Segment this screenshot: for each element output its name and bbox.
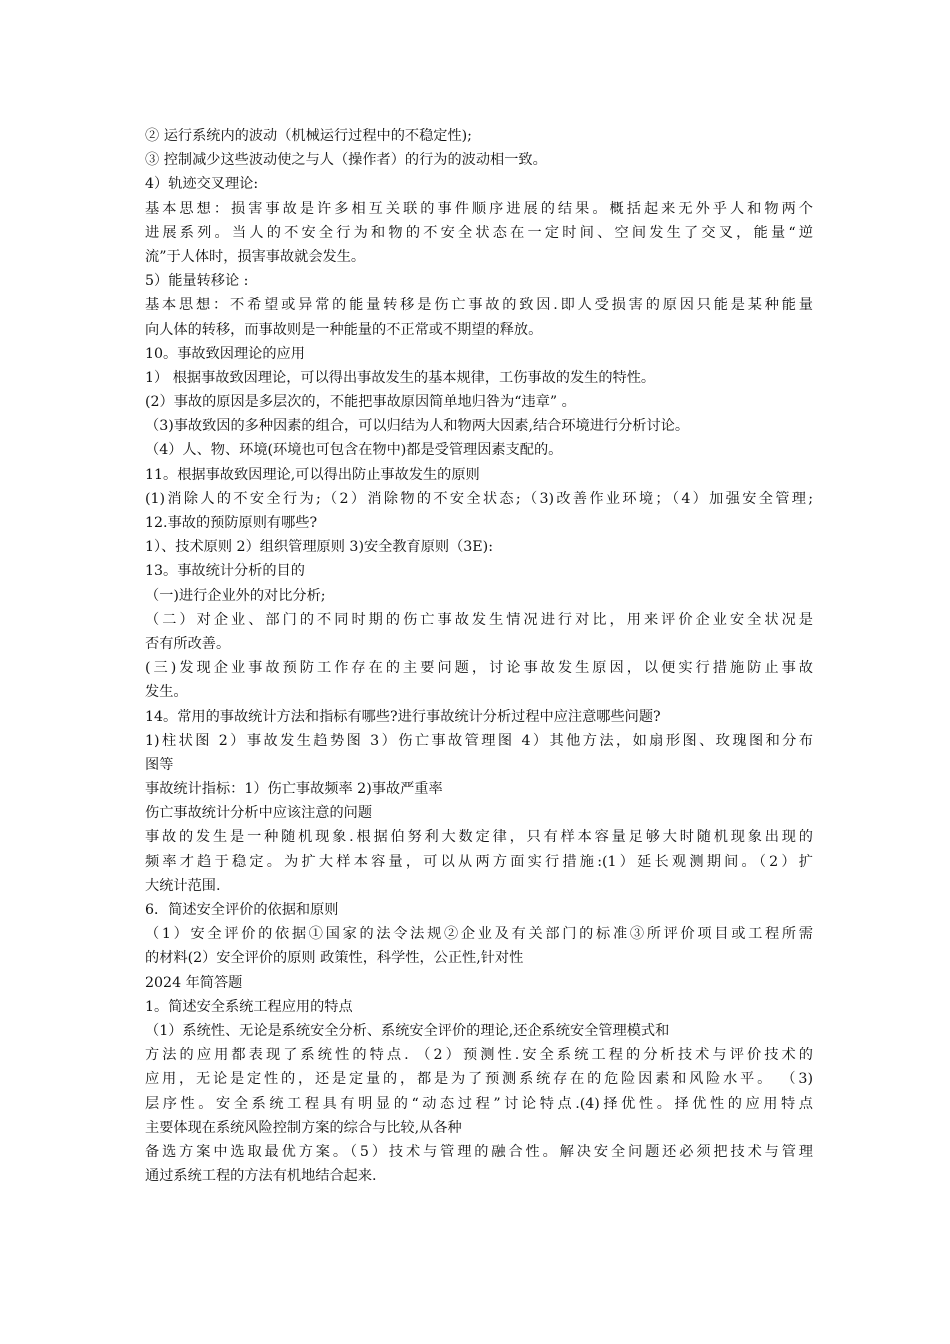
- text-line: 基本思想：不希望或异常的能量转移是伤亡事故的致因.即人受损害的原因只能是某种能量: [145, 297, 813, 314]
- text-line: 发生。: [145, 684, 188, 701]
- text-line: 1。简述安全系统工程应用的特点: [145, 998, 353, 1015]
- text-line: 向人体的转移，而事故则是一种能量的不正常或不期望的释放。: [145, 321, 543, 338]
- text-line: (1)消除人的不安全行为;（2）消除物的不安全状态;（3)改善作业环境；（4）加强安全管理;: [145, 490, 813, 507]
- text-line: 图等: [145, 756, 174, 773]
- text-line: 伤亡事故统计分析中应该注意的问题: [145, 805, 373, 822]
- text-line: 1)柱状图 2）事故发生趋势图 3）伤亡事故管理图 4）其他方法，如扇形图、玫瑰图和分布: [145, 732, 813, 749]
- text-line: 的材料(2）安全评价的原则 政策性，科学性，公正性,针对性: [145, 950, 524, 967]
- text-line: (三)发现企业事故预防工作存在的主要问题，讨论事故发生原因，以便实行措施防止事故: [145, 660, 813, 677]
- text-line: 进展系列。当人的不安全行为和物的不安全状态在一定时间、空间发生了交叉，能量“逆: [145, 224, 813, 241]
- text-line: 主要体现在系统风险控制方案的综合与比较,从各种: [145, 1119, 462, 1136]
- text-line: 频率才趋于稳定。为扩大样本容量，可以从两方面实行措施:(1）延长观测期间。（2）扩: [145, 853, 813, 870]
- text-line: ③ 控制减少这些波动使之与人（操作者）的行为的波动相一致。: [145, 152, 547, 169]
- text-line: 6．简述安全评价的依据和原则: [145, 902, 339, 918]
- text-line: 11。根据事故致因理论,可以得出防止事故发生的原则: [145, 466, 480, 483]
- text-line: 基本思想：损害事故是许多相互关联的事件顺序进展的结果。概括起来无外乎人和物两个: [145, 200, 813, 217]
- text-line: 层序性。安全系统工程具有明显的“动态过程”讨论特点.(4)择优性。择优性的应用特点: [145, 1095, 813, 1112]
- text-line: 14。常用的事故统计方法和指标有哪些?进行事故统计分析过程中应注意哪些问题?: [145, 708, 661, 725]
- text-line: 10。事故致因理论的应用: [145, 345, 305, 362]
- text-line: ② 运行系统内的波动（机械运行过程中的不稳定性);: [145, 128, 472, 144]
- text-line: （一)进行企业外的对比分析;: [145, 587, 326, 604]
- text-line: 事故统计指标：1）伤亡事故频率 2)事故严重率: [145, 781, 443, 798]
- text-line: 5）能量转移论 :: [145, 273, 249, 290]
- text-line: 否有所改善。: [145, 635, 231, 652]
- text-line: 1） 根据事故致因理论，可以得出事故发生的基本规律，工伤事故的发生的特性。: [145, 369, 656, 386]
- text-line: (2）事故的原因是多层次的，不能把事故原因简单地归咎为“违章” 。: [145, 394, 576, 411]
- text-line: 13。事故统计分析的目的: [145, 563, 305, 580]
- text-line: 1）、技术原则 2）组织管理原则 3)安全教育原则（3E):: [145, 539, 493, 556]
- text-line: 应用，无论是定性的，还是定量的，都是为了预测系统存在的危险因素和风险水平。 （3): [145, 1071, 813, 1088]
- text-line: （4）人、物、环境(环境也可包含在物中)都是受管理因素支配的。: [145, 442, 563, 459]
- text-line: 流”于人体时，损害事故就会发生。: [145, 248, 366, 265]
- text-line: 12.事故的预防原则有哪些?: [145, 515, 318, 531]
- text-line: （二）对企业、部门的不同时期的伤亡事故发生情况进行对比，用来评价企业安全状况是: [145, 611, 813, 628]
- text-line: 备选方案中选取最优方案。（5）技术与管理的融合性。解决安全问题还必须把技术与管理: [145, 1143, 813, 1160]
- text-line: （3)事故致因的多种因素的组合，可以归结为人和物两大因素,结合环境进行分析讨论。: [145, 418, 690, 435]
- document-body: [145, 124, 813, 1188]
- text-line: 2024 年简答题: [145, 974, 243, 991]
- text-line: 大统计范围.: [145, 877, 221, 894]
- text-line: 通过系统工程的方法有机地结合起来.: [145, 1168, 377, 1185]
- text-line: （1）系统性、无论是系统安全分析、系统安全评价的理论,还企系统安全管理模式和: [145, 1022, 670, 1039]
- text-line: （1）安全评价的依据①国家的法令法规②企业及有关部门的标准③所评价项目或工程所需: [145, 926, 813, 943]
- text-line: 4）轨迹交叉理论:: [145, 176, 259, 193]
- text-line: 方法的应用都表现了系统性的特点. （2）预测性.安全系统工程的分析技术与评价技术的: [145, 1047, 813, 1064]
- text-line: 事故的发生是一种随机现象.根据伯努利大数定律，只有样本容量足够大时随机现象出现的: [145, 829, 813, 846]
